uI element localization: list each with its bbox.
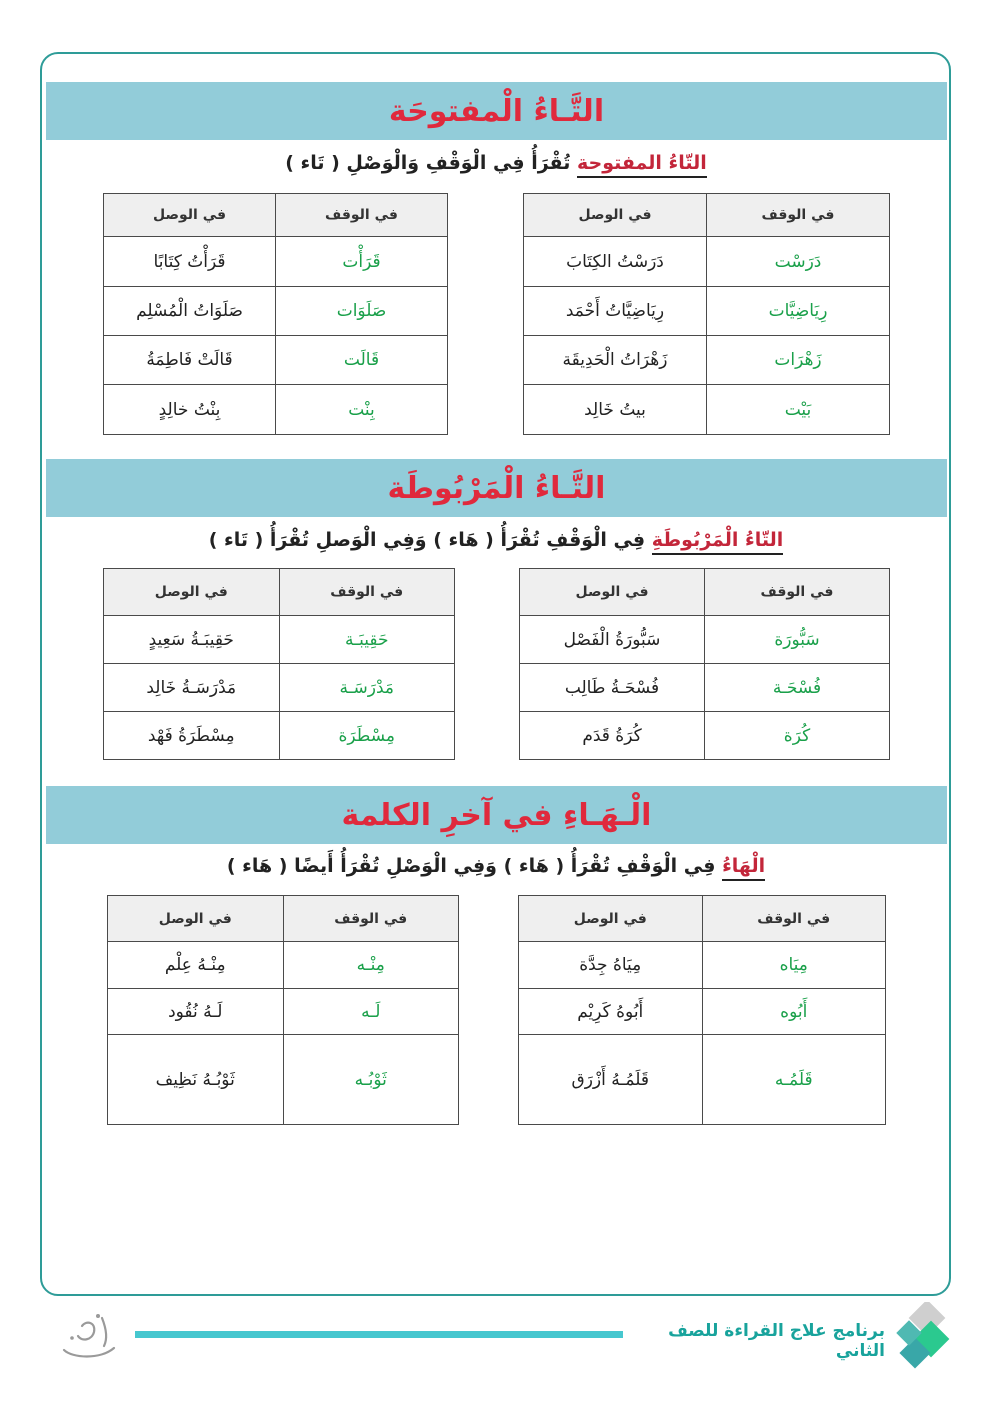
cell-wasl: فُسْحَـةُ طَالِب xyxy=(520,664,705,712)
header-wasl: في الوصل xyxy=(519,896,703,942)
calligraphy-logo-icon xyxy=(52,1308,132,1364)
cell-waqf: فُسْحَـة xyxy=(705,664,890,712)
cell-waqf: قَرَأْت xyxy=(276,237,448,287)
cell-wasl: دَرَسْتُ الكِتَابَ xyxy=(524,237,707,287)
cell-wasl: بِنْتُ خالِدٍ xyxy=(104,385,276,435)
header-wasl: في الوصل xyxy=(108,896,284,942)
section-banner-tied-taa xyxy=(46,459,947,517)
header-waqf: في الوقف xyxy=(283,896,459,942)
cell-waqf: سَبُّورَة xyxy=(705,616,890,664)
diamonds-icon xyxy=(896,1302,962,1372)
cell-waqf: مِيَاه xyxy=(702,942,886,989)
diamond-logo xyxy=(896,1302,962,1372)
cell-waqf: زَهْرَات xyxy=(707,336,890,385)
table-haa-right xyxy=(518,895,886,1125)
section-banner-open-taa xyxy=(46,82,947,140)
program-title: برنامج علاج القراءة للصف الثاني xyxy=(668,1321,885,1361)
cell-waqf: قَلَمُـه xyxy=(702,1035,886,1125)
cell-waqf: دَرَسْت xyxy=(707,237,890,287)
cell-wasl: سَبُّورَةُ الْفَصْل xyxy=(520,616,705,664)
cell-wasl: مِسْطَرَةُ فَهْد xyxy=(104,712,280,760)
header-wasl: في الوصل xyxy=(524,194,707,237)
cell-waqf: حَقِيبَـة xyxy=(279,616,455,664)
cell-waqf: صَلَوَات xyxy=(276,287,448,336)
rule-key: التّاءُ المفتوحة xyxy=(577,152,707,178)
section-title: التَّـاءُ الْمفتوحَة xyxy=(388,93,605,129)
section-title: الْـهَـاءِ في آخرِ الكلمة xyxy=(341,797,652,833)
rule-haa xyxy=(100,855,892,877)
cell-wasl: زَهْرَاتُ الْحَدِيقَة xyxy=(524,336,707,385)
cell-waqf: مَدْرَسَـة xyxy=(279,664,455,712)
cell-wasl: قَالَتْ فَاطِمَةُ xyxy=(104,336,276,385)
rule-key: التّاءُ الْمَرْبُوطَةِ xyxy=(652,529,784,555)
cell-waqf: لَـه xyxy=(283,989,459,1035)
cell-waqf: ثَوْبُـه xyxy=(283,1035,459,1125)
section-banner-haa xyxy=(46,786,947,844)
cell-waqf: أَبُوه xyxy=(702,989,886,1035)
rule-text: فِي الْوَقْفِ تُقْرَأُ ( هَاء ) وَفِي الْوَصلِ تُقْرَأُ ( تَاء ) xyxy=(208,529,652,551)
header-wasl: في الوصل xyxy=(104,194,276,237)
cell-wasl: مَدْرَسَـةُ خَالِد xyxy=(104,664,280,712)
rule-key: الْهَاءُ xyxy=(722,855,765,881)
footer-divider xyxy=(135,1331,623,1338)
cell-waqf: بَيْت xyxy=(707,385,890,435)
cell-waqf: قَالَت xyxy=(276,336,448,385)
rule-text: فِي الْوَقْفِ تُقْرَأُ ( هَاء ) وَفِي الْوَصْلِ تُقْرَأُ أَيضًا ( هَاء ) xyxy=(226,855,723,877)
rule-open-taa xyxy=(100,152,892,174)
cell-waqf: مِسْطَرَة xyxy=(279,712,455,760)
rule-tied-taa xyxy=(100,529,892,551)
cell-wasl: حَقِيبَـةُ سَعِيدٍ xyxy=(104,616,280,664)
cell-waqf: مِنْـه xyxy=(283,942,459,989)
header-waqf: في الوقف xyxy=(702,896,886,942)
table-haa-left xyxy=(107,895,459,1125)
cell-waqf: رِيَاضِيَّات xyxy=(707,287,890,336)
cell-wasl: مِيَاهُ جِدَّة xyxy=(519,942,703,989)
header-waqf: في الوقف xyxy=(276,194,448,237)
table-tied-taa-left xyxy=(103,568,455,760)
brand-logo xyxy=(52,1308,132,1364)
cell-waqf: كُرَة xyxy=(705,712,890,760)
rule-text: تُقْرَأُ فِي الْوَقْفِ وَالْوَصْلِ ( تَاء ) xyxy=(285,152,577,174)
cell-wasl: لَـهُ نُقُود xyxy=(108,989,284,1035)
cell-wasl: قَلَمُـهُ أَزْرَق xyxy=(519,1035,703,1125)
header-waqf: في الوقف xyxy=(705,569,890,616)
cell-wasl: قَرَأْتُ كِتَابًا xyxy=(104,237,276,287)
header-wasl: في الوصل xyxy=(520,569,705,616)
cell-wasl: كُرَةُ قَدَم xyxy=(520,712,705,760)
header-wasl: في الوصل xyxy=(104,569,280,616)
header-waqf: في الوقف xyxy=(707,194,890,237)
cell-wasl: أَبُوهُ كَرِيْم xyxy=(519,989,703,1035)
cell-wasl: مِنْـهُ عِلْم xyxy=(108,942,284,989)
cell-wasl: ثَوْبُـهُ نَظِيف xyxy=(108,1035,284,1125)
table-tied-taa-right xyxy=(519,568,890,760)
cell-wasl: صَلَوَاتُ الْمُسْلِم xyxy=(104,287,276,336)
table-open-taa-left xyxy=(103,193,448,435)
cell-wasl: بيتُ خَالِد xyxy=(524,385,707,435)
section-title: التَّـاءُ الْمَرْبُوطَة xyxy=(387,470,606,506)
cell-waqf: بِنْت xyxy=(276,385,448,435)
header-waqf: في الوقف xyxy=(279,569,455,616)
cell-wasl: رِيَاضِيَّاتُ أَحْمَد xyxy=(524,287,707,336)
table-open-taa-right xyxy=(523,193,890,435)
